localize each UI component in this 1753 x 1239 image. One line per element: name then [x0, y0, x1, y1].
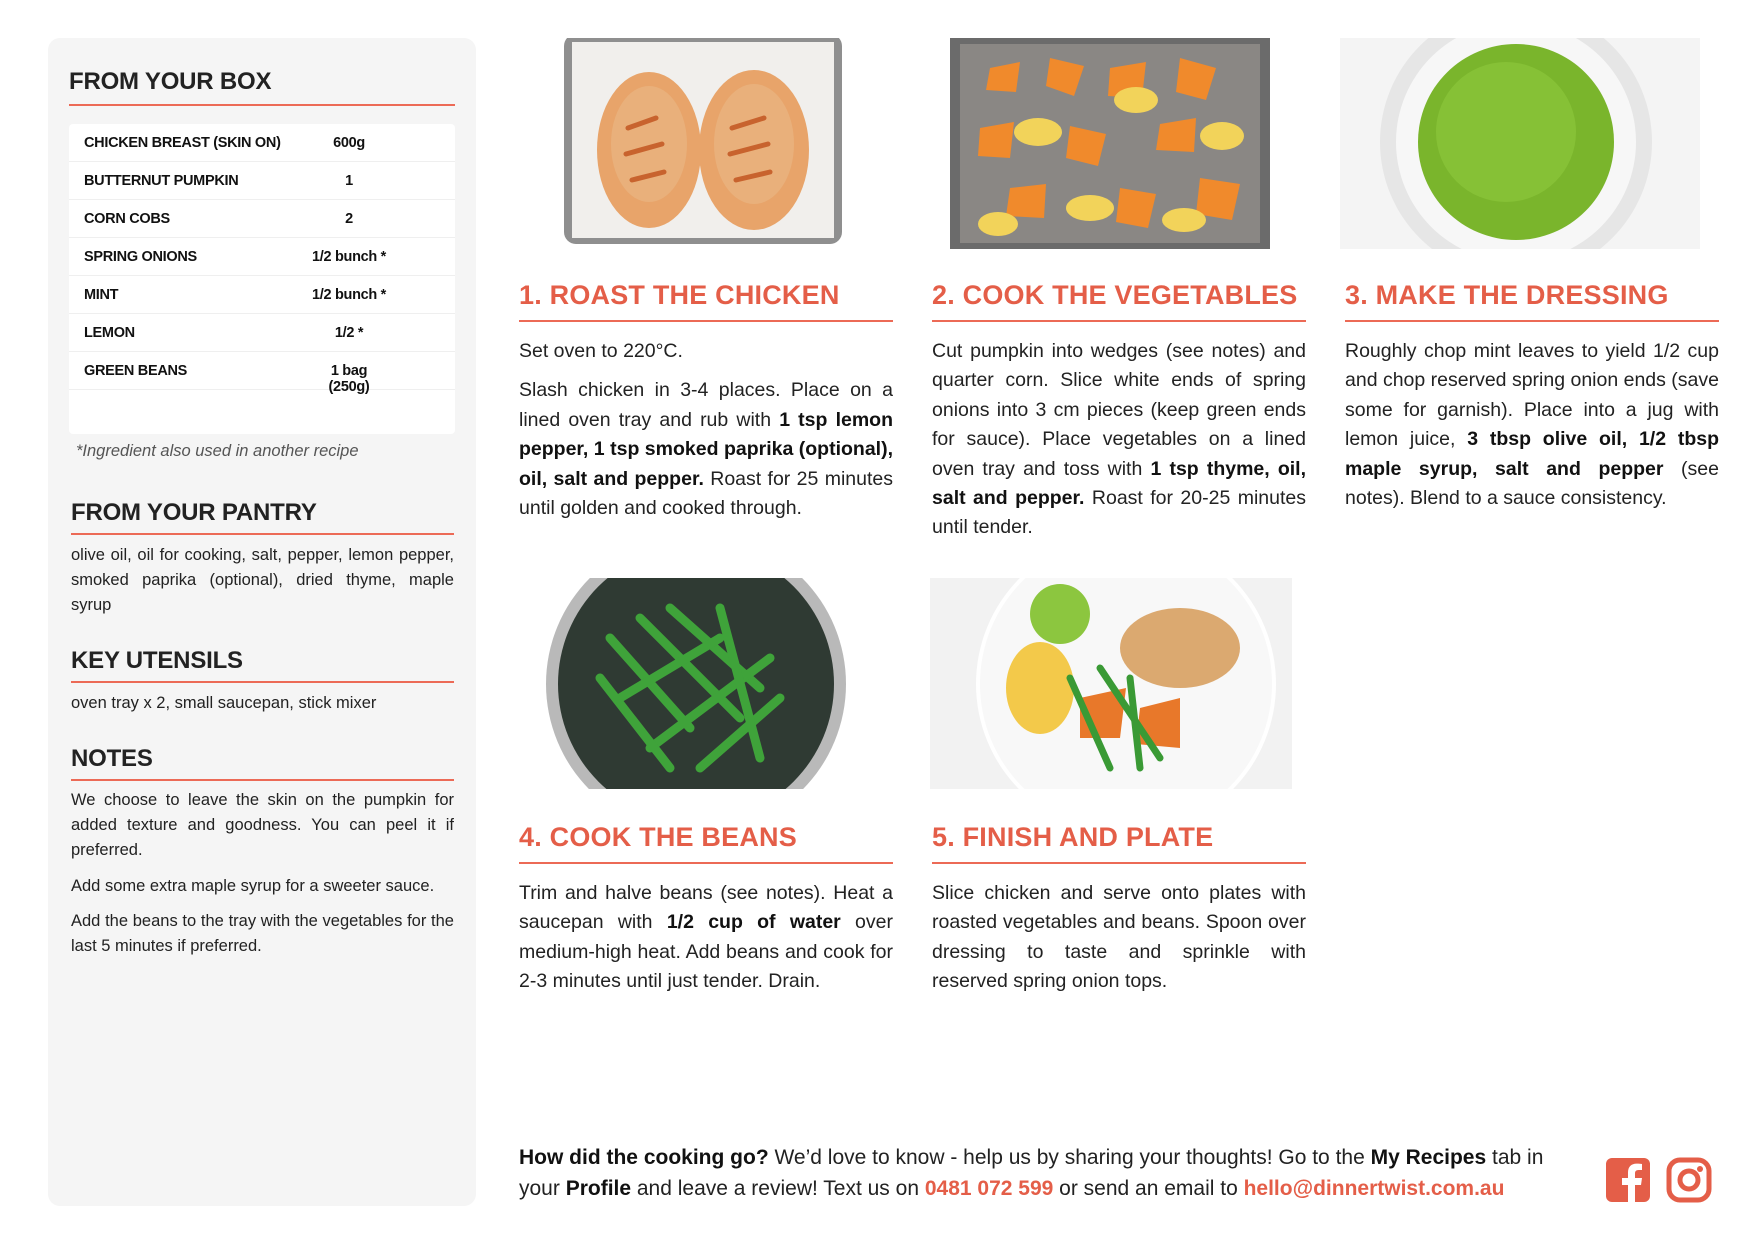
notes-heading: NOTES — [71, 745, 153, 772]
ingredient-qty: 1/2 bunch * — [311, 249, 387, 265]
ingredients-table — [69, 124, 455, 434]
heading-rule — [71, 681, 454, 683]
heading-rule — [519, 862, 893, 864]
mint-dressing-photo — [1340, 38, 1700, 249]
heading-rule — [71, 533, 454, 535]
feedback-footer: How did the cooking go? We’d love to know - help us by sharing your thoughts! Go to the My Recipes tab in your Profile and leave a review! Text us on 0481 072 599 or send an email to hello@dinnertwist.com.au — [519, 1146, 1544, 1200]
ingredient-row — [69, 352, 455, 395]
facebook-icon[interactable] — [1605, 1157, 1651, 1203]
ingredient-name: CORN COBS — [84, 211, 170, 227]
ingredient-name: LEMON — [84, 325, 135, 341]
utensils-heading: KEY UTENSILS — [71, 647, 243, 674]
ingredient-name: SPRING ONIONS — [84, 249, 197, 265]
step-2-text — [932, 337, 1306, 553]
phone-link[interactable]: 0481 072 599 — [924, 1177, 1054, 1200]
heading-rule — [519, 320, 893, 322]
step-5-para: Slice chicken and serve onto plates with roasted vegetables and beans. Spoon over dressing to taste and sprinkle with reserved spring onion tops. — [932, 882, 1306, 993]
step-5-text — [932, 879, 1306, 1007]
plated-dish-photo — [930, 578, 1292, 789]
step-1-text — [519, 337, 893, 533]
note-item: Add the beans to the tray with the vegetables for the last 5 minutes if preferred. — [71, 912, 454, 955]
ingredient-qty: 1 bag (250g) — [328, 363, 370, 395]
from-your-box-heading: FROM YOUR BOX — [69, 68, 272, 95]
ingredient-row — [69, 276, 455, 314]
heading-rule — [932, 862, 1306, 864]
pantry-text: olive oil, oil for cooking, salt, pepper, lemon pepper, smoked paprika (optional), dried thyme, maple syrup — [71, 546, 454, 614]
step-5-title: 5. FINISH AND PLATE — [932, 822, 1214, 852]
ingredient-name: GREEN BEANS — [84, 363, 188, 379]
roast-vegetables-photo — [950, 38, 1270, 249]
ingredient-qty: 600g — [333, 135, 365, 151]
note-item: We choose to leave the skin on the pumpkin for added texture and goodness. You can peel it if preferred. — [71, 791, 454, 859]
step-2-title: 2. COOK THE VEGETABLES — [932, 280, 1298, 310]
ingredient-qty: 2 — [345, 211, 353, 227]
step-1-para: Set oven to 220°C. — [519, 340, 683, 362]
profile-link[interactable]: Profile — [565, 1177, 632, 1200]
roast-chicken-photo — [556, 38, 862, 249]
green-beans-photo — [520, 578, 880, 789]
pantry-heading: FROM YOUR PANTRY — [71, 499, 317, 526]
ingredient-row — [69, 162, 455, 200]
ingredient-row — [69, 314, 455, 352]
ingredient-footnote: *Ingredient also used in another recipe — [76, 442, 359, 460]
step-4-para: Trim and halve beans (see notes). Heat a saucepan with 1/2 cup of water over medium-high heat. Add beans and cook for 2-3 minutes until just tender. Drain. — [519, 882, 893, 993]
ingredient-row — [69, 200, 455, 238]
ingredient-name: MINT — [84, 287, 119, 303]
step-3-text — [1345, 337, 1719, 523]
ingredient-row — [69, 238, 455, 276]
heading-rule — [69, 104, 455, 106]
ingredients-sidebar — [48, 38, 476, 1206]
feedback-question: How did the cooking go? — [519, 1146, 769, 1169]
step-1-title: 1. ROAST THE CHICKEN — [519, 280, 840, 310]
my-recipes-link[interactable]: My Recipes — [1370, 1146, 1487, 1169]
instagram-icon[interactable] — [1666, 1157, 1712, 1203]
step-2-para: Cut pumpkin into wedges (see notes) and quarter corn. Slice white ends of spring onions into 3 cm pieces (keep green ends for sauce). Place vegetables on a lined oven tray and toss with 1 tsp thyme, oil, salt and pepper. Roast for 20-25 minutes until tender. — [932, 340, 1306, 539]
step-1-para: Slash chicken in 3-4 places. Place on a lined oven tray and rub with 1 tsp lemon pepper, 1 tsp smoked paprika (optional), oil, salt and pepper. Roast for 25 minutes until golden and cooked through. — [519, 379, 893, 520]
step-4-title: 4. COOK THE BEANS — [519, 822, 797, 852]
ingredient-qty: 1 — [345, 173, 353, 189]
step-3-title: 3. MAKE THE DRESSING — [1345, 280, 1669, 310]
ingredient-qty: 1/2 * — [334, 325, 364, 341]
heading-rule — [1345, 320, 1719, 322]
email-link[interactable]: hello@dinnertwist.com.au — [1243, 1177, 1505, 1200]
ingredient-qty: 1/2 bunch * — [311, 287, 387, 303]
ingredient-row — [69, 124, 455, 162]
ingredient-name: CHICKEN BREAST (SKIN ON) — [84, 135, 281, 151]
heading-rule — [71, 779, 454, 781]
ingredient-name: BUTTERNUT PUMPKIN — [84, 173, 239, 189]
heading-rule — [932, 320, 1306, 322]
utensils-text: oven tray x 2, small saucepan, stick mixer — [71, 694, 377, 712]
note-item: Add some extra maple syrup for a sweeter sauce. — [71, 877, 435, 895]
step-3-para: Roughly chop mint leaves to yield 1/2 cup and chop reserved spring onion ends (save some for garnish). Place into a jug with lemon juice, 3 tbsp olive oil, 1/2 tbsp maple syrup, salt and pepper (see notes). Blend to a sauce consistency. — [1345, 340, 1719, 510]
step-4-text — [519, 879, 893, 1007]
